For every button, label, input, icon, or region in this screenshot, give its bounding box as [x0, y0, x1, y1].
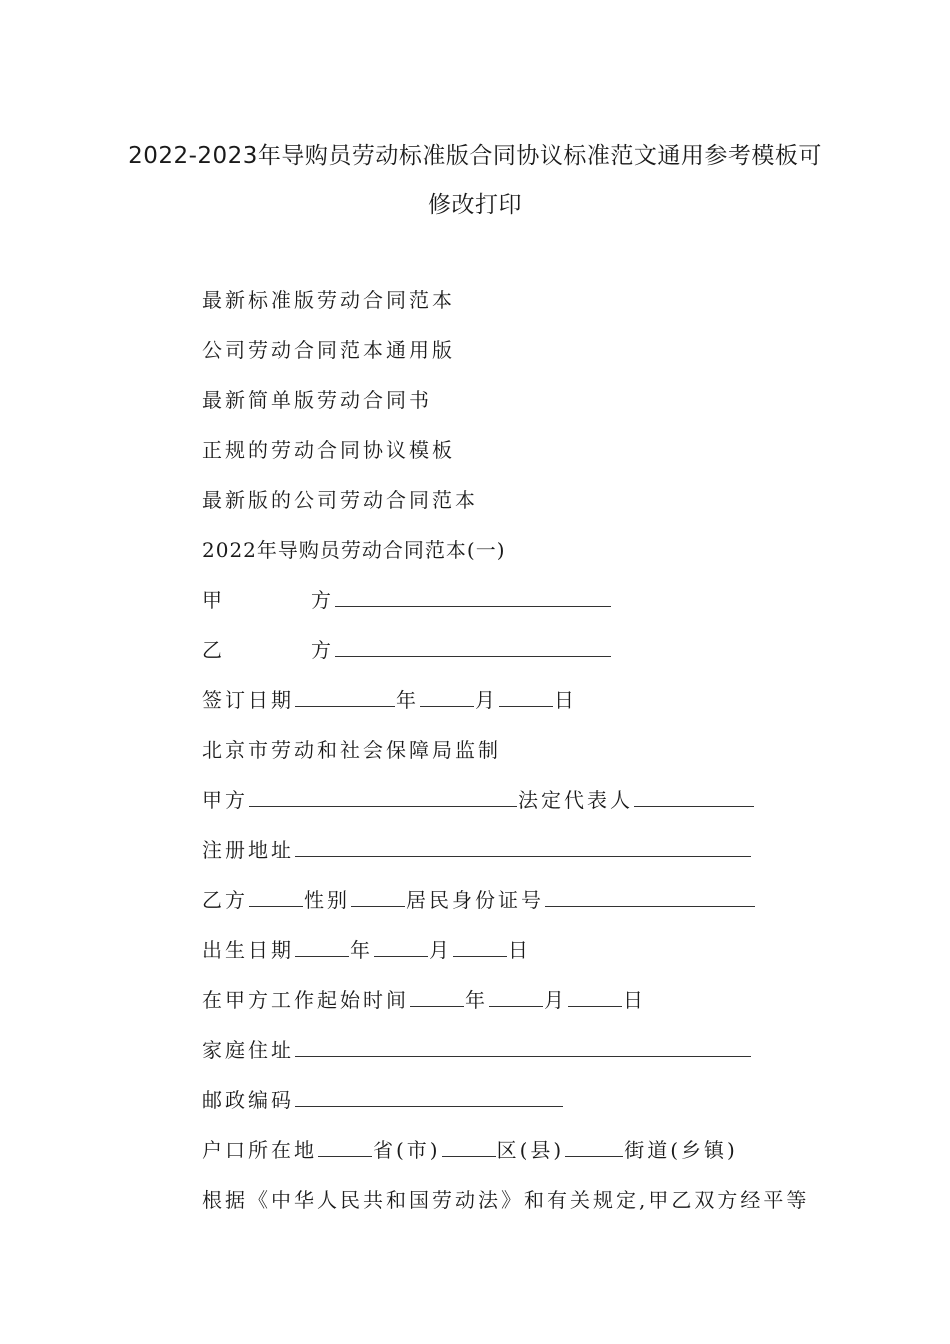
birth-day-label: 日	[508, 938, 531, 962]
sign-month-label: 月	[475, 688, 498, 712]
home-addr-blank	[295, 1038, 751, 1057]
birth-date-line	[202, 937, 531, 963]
id-no-label: 居民身份证号	[406, 888, 544, 912]
province-label: 省(市)	[373, 1138, 441, 1162]
sign-year-blank	[295, 688, 395, 707]
start-day-blank	[568, 988, 622, 1007]
party-a-blank	[335, 588, 611, 607]
party-a-name-blank	[249, 788, 517, 807]
start-time-line	[202, 987, 646, 1013]
start-year-label: 年	[465, 988, 488, 1012]
hukou-label: 户口所在地	[202, 1138, 317, 1162]
sign-day-label: 日	[554, 688, 577, 712]
start-month-label: 月	[544, 988, 567, 1012]
birth-day-blank	[453, 938, 507, 957]
party-b-short-label: 乙方	[202, 888, 248, 912]
birth-month-blank	[374, 938, 428, 957]
party-b-line	[202, 637, 612, 663]
birth-date-label: 出生日期	[202, 938, 294, 962]
party-b-name-blank	[249, 888, 303, 907]
party-a-short-label: 甲方	[202, 788, 248, 812]
sign-day-blank	[499, 688, 553, 707]
district-blank	[442, 1138, 496, 1157]
province-blank	[318, 1138, 372, 1157]
legal-rep-label: 法定代表人	[518, 788, 633, 812]
party-b-fang: 方	[311, 638, 334, 662]
start-time-label: 在甲方工作起始时间	[202, 988, 409, 1012]
link-standard-contract[interactable]: 最新标准版劳动合同范本	[202, 288, 455, 312]
hukou-line	[202, 1137, 738, 1163]
home-addr-line	[202, 1037, 752, 1063]
birth-year-blank	[295, 938, 349, 957]
document-title-line-2: 修改打印	[428, 192, 522, 218]
postcode-blank	[295, 1088, 563, 1107]
start-month-blank	[489, 988, 543, 1007]
sign-year-label: 年	[396, 688, 419, 712]
street-blank	[565, 1138, 623, 1157]
party-b-info-line	[202, 887, 756, 913]
party-a-fang: 方	[311, 588, 334, 612]
postcode-line	[202, 1087, 564, 1113]
supervisor-line: 北京市劳动和社会保障局监制	[202, 738, 501, 762]
party-a-rep-line	[202, 787, 755, 813]
gender-blank	[351, 888, 405, 907]
sign-date-label: 签订日期	[202, 688, 294, 712]
link-formal-template[interactable]: 正规的劳动合同协议模板	[202, 438, 455, 462]
id-no-blank	[545, 888, 755, 907]
start-day-label: 日	[623, 988, 646, 1012]
start-year-blank	[410, 988, 464, 1007]
party-a-label: 甲	[202, 588, 225, 612]
link-simple-contract[interactable]: 最新简单版劳动合同书	[202, 388, 432, 412]
body-paragraph-start: 根据《中华人民共和国劳动法》和有关规定,甲乙双方经平等	[202, 1188, 810, 1212]
reg-addr-line	[202, 837, 752, 863]
home-addr-label: 家庭住址	[202, 1038, 294, 1062]
sign-month-blank	[420, 688, 474, 707]
street-label: 街道(乡镇)	[624, 1138, 738, 1162]
section-subtitle: 2022年导购员劳动合同范本(一)	[202, 538, 506, 562]
link-company-contract[interactable]: 公司劳动合同范本通用版	[202, 338, 455, 362]
link-latest-company-contract[interactable]: 最新版的公司劳动合同范本	[202, 488, 478, 512]
postcode-label: 邮政编码	[202, 1088, 294, 1112]
district-label: 区(县)	[496, 1138, 565, 1162]
party-b-blank	[335, 638, 611, 657]
reg-addr-blank	[295, 838, 751, 857]
reg-addr-label: 注册地址	[202, 838, 294, 862]
sign-date-line	[202, 687, 577, 713]
legal-rep-blank	[634, 788, 754, 807]
gender-label: 性别	[304, 888, 350, 912]
birth-month-label: 月	[429, 938, 452, 962]
birth-year-label: 年	[350, 938, 373, 962]
party-b-label: 乙	[202, 638, 225, 662]
party-a-line	[202, 587, 612, 613]
document-title-line-1: 2022-2023年导购员劳动标准版合同协议标准范文通用参考模板可	[128, 143, 822, 169]
